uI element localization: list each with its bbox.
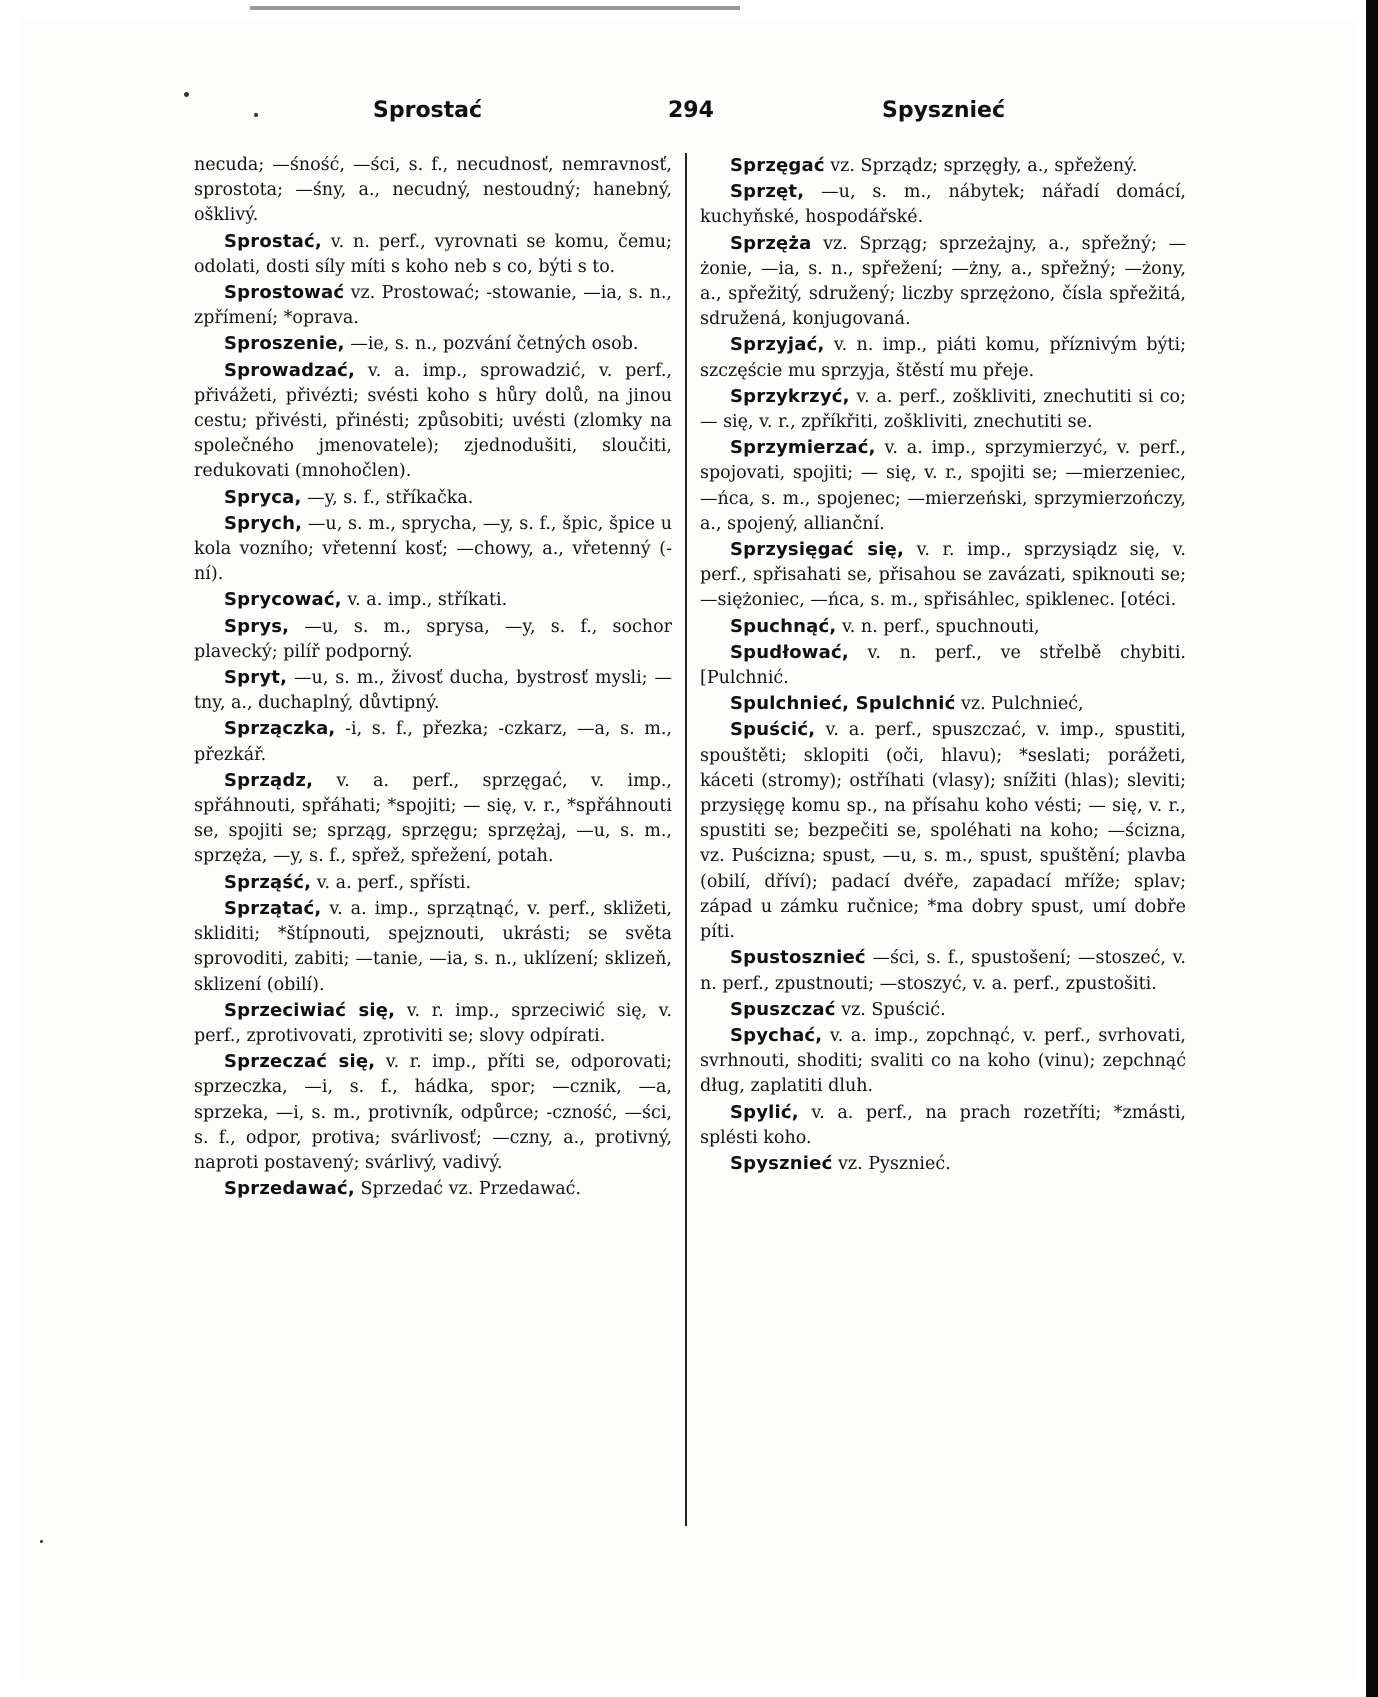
headword: Sprzymierzać,: [730, 437, 876, 459]
dictionary-entry: [700, 384, 1186, 435]
definition-text: vz. Pysznieć.: [838, 1153, 951, 1174]
dictionary-entry: [194, 614, 672, 665]
definition-text: v. a. imp., stříkati.: [347, 590, 508, 611]
headword: Spulchnieć, Spulchnić: [730, 693, 956, 715]
dictionary-entry: [194, 870, 672, 896]
definition-text: —u, s. m., sprysa, —y, s. f., sochor plavecký; pilíř podporný.: [194, 616, 672, 662]
dictionary-entry: [700, 537, 1186, 614]
dictionary-entry: [700, 1151, 1186, 1177]
definition-text: vz. Pulchnieć,: [961, 694, 1084, 715]
headword: Sprząść,: [224, 871, 312, 893]
headword: Spuchnąć,: [730, 615, 837, 637]
right-guide-word: Spysznieć: [882, 98, 1005, 123]
headword: Sprowadzać,: [224, 359, 356, 381]
dictionary-entry: [700, 691, 1186, 717]
dictionary-entry: [194, 716, 672, 767]
definition-text: vz. Spuścić.: [841, 999, 946, 1020]
headword: Sprzedawać,: [224, 1178, 355, 1200]
definition-text: v. n. perf., ve střelbě chybiti. [Pulchnić.: [700, 642, 1186, 689]
scan-border: [1366, 0, 1378, 1697]
right-column: [700, 153, 1186, 1177]
definition-text: v. n. perf., spuchnouti,: [842, 616, 1040, 637]
page-number: 294: [668, 98, 714, 123]
headword: Sprych,: [224, 512, 303, 534]
headword: Sprzeczać się,: [224, 1051, 376, 1073]
definition-text: Sprzedać vz. Przedawać.: [360, 1179, 582, 1200]
dictionary-entry: [194, 229, 672, 280]
scan-artifact-line: [250, 6, 740, 10]
definition-text: v. a. imp., sprzątnąć, v. perf., skliz̆eti, skliditi; *štípnouti, spejznouti, ukrásti; se světa sprovoditi, zabiti; —tanie, —ia, s. n., uklízení; sklizeň, sklizení (obilí).: [194, 898, 672, 995]
headword: Sprzęża: [730, 232, 812, 254]
definition-text: v. r. imp., příti se, odporovati; sprzeczka, —i, s. f., hádka, spor; —cznik, —a, sprzeka, —i, s. m., protivník, odpůrce; -czność, —ści, s. f., odpor, protiva; svárlivosť; —czny, a., protivný, naproti postavený; svárlivý, vadivý.: [194, 1052, 672, 1173]
definition-text: v. a. perf., na prach rozetříti; *zmásti, splésti koho.: [700, 1102, 1186, 1148]
dictionary-entry: [194, 153, 672, 229]
dictionary-entry: [700, 332, 1186, 383]
scan-speck: [40, 1540, 43, 1543]
dictionary-entry: [194, 331, 672, 357]
headword: Sprys,: [224, 615, 290, 637]
dictionary-entry: [194, 280, 672, 331]
headword: Sprzysięgać się,: [730, 539, 905, 561]
dictionary-entry: [194, 1049, 672, 1176]
headword: Sprządz,: [224, 769, 314, 791]
headword: Spudłować,: [730, 641, 849, 663]
definition-text: v. r. imp., sprzysiądz się, v. perf., spřisahati se, přisahou se zavázati, spiknouti se; —siężoniec, —ńca, s. m., spřisáhlec, spiklenec. [otéci.: [700, 540, 1186, 611]
headword: Spryca,: [224, 486, 302, 508]
dictionary-entry: [700, 614, 1186, 640]
headword: Spylić,: [730, 1101, 799, 1123]
headword: Sprzyjać,: [730, 334, 825, 356]
dictionary-entry: [700, 997, 1186, 1023]
definition-text: vz. Prostować; -stowanie, —ia, s. n., zpřímení; *oprava.: [194, 283, 672, 329]
definition-text: v. a. imp., sprzymierzyć, v. perf., spojovati, spojiti; — się, v. r., spojiti se; —mierzeniec, —ńca, s. m., spojenec; —mierzeński, sprzymierzończy, a., spojený, allianční.: [700, 438, 1186, 534]
definition-text: -i, s. f., přezka; -czkarz, —a, s. m., přezkář.: [194, 719, 672, 765]
headword: Spryt,: [224, 667, 288, 689]
dictionary-entry: [194, 665, 672, 716]
definition-text: —u, s. m., nábytek; nářadí domácí, kuchyňské, hospodářské.: [700, 182, 1186, 228]
definition-text: —y, s. f., stříkačka.: [307, 487, 474, 508]
scan-speck: [184, 92, 189, 97]
dictionary-entry: [194, 485, 672, 511]
dictionary-entry: [700, 1023, 1186, 1100]
headword: Sprzykrzyć,: [730, 385, 850, 407]
dictionary-entry: [700, 231, 1186, 333]
dictionary-entry: [194, 358, 672, 485]
definition-text: necuda; —śność, —ści, s. f., necudnosť, nemravnosť, sprostota; —śny, a., necudný, nestoudný; hanebný, ošklivý.: [194, 155, 672, 226]
headword: Spuścić,: [730, 719, 816, 741]
definition-text: v. a. perf., sprzęgać, v. imp., spřáhnouti, spřáhati; *spojiti; — się, v. r., *spřáhnouti se, spojiti se; sprząg, sprzęgu; sprzężaj, —u, s. m., sprzęża, —y, s. f., spřež, spřežení, potah.: [194, 770, 672, 867]
dictionary-entry: [194, 1176, 672, 1202]
dictionary-entry: [700, 435, 1186, 537]
definition-text: v. a. perf., spuszczać, v. imp., spustiti, spouštěti; sklopiti (oči, hlavu); *seslati; porážeti, káceti (stromy); ostříhati (vlasy); sníž̆iti (hlas); sleviti; przysięgę komu sp., na přísahu koho vésti; — się, v. r., spustiti se; bezpečiti se, spoléhati na koho; —ścizna, vz. Puścizna; spust, —u, s. m., spust, spuštění; plavba (obilí, dříví); padací dvéře, zapadací mříže; splav; západ u zámku ručnice; *ma dobry spust, umí dobře píti.: [700, 720, 1186, 943]
dictionary-entry: [194, 768, 672, 870]
definition-text: vz. Sprząg; sprzeżajny, a., spřežný; —żonie, —ia, s. n., spřežení; —żny, a., spřežný; —żony, a., spřežitý, sdružený; liczby sprzężono, čísla spřežitá, sdružená, konjugovaná.: [700, 233, 1186, 330]
headword: Sprzączka,: [224, 718, 336, 740]
definition-text: v. r. imp., sprzeciwić się, v. perf., zprotivovati, zprotiviti se; slovy odpírati.: [194, 1000, 672, 1046]
headword: Sproszenie,: [224, 333, 345, 355]
dictionary-entry: [700, 945, 1186, 996]
headword: Sprzątać,: [224, 897, 322, 919]
page-header: [180, 98, 1180, 132]
definition-text: v. a. perf., spřísti.: [316, 872, 472, 893]
headword: Sprzeciwiać się,: [224, 999, 396, 1021]
definition-text: v. a. imp., zopchnąć, v. perf., svrhovati, svrhnouti, shoditi; svaliti co na koho (vinu); zepchnąć dług, zaplatiti dluh.: [700, 1025, 1186, 1097]
headword: Sprzęt,: [730, 181, 805, 203]
headword: Spychać,: [730, 1024, 823, 1046]
column-divider: [685, 153, 687, 1526]
left-guide-word: Sprostać: [373, 98, 483, 123]
headword: Sprostować: [224, 282, 345, 304]
definition-text: v. n. imp., piáti komu, příznivým býti; szczęście mu sprzyja, štěstí mu přeje.: [700, 335, 1186, 381]
scan-speck: [254, 113, 258, 117]
dictionary-entry: [194, 511, 672, 588]
headword: Spustosznieć: [730, 947, 866, 969]
headword: Spysznieć: [730, 1152, 833, 1174]
dictionary-entry: [700, 1100, 1186, 1151]
headword: Sprostać,: [224, 230, 322, 252]
dictionary-entry: [194, 587, 672, 613]
dictionary-entry: [194, 896, 672, 998]
definition-text: v. n. perf., vyrovnati se komu, čemu; odolati, dosti síly míti s koho neb s co, býti s to.: [194, 231, 672, 277]
definition-text: v. a. perf., zoškliviti, znechutiti si co; — się, v. r., zpříkřiti, zoškliviti, znechutiti se.: [700, 386, 1186, 433]
left-column: [194, 153, 672, 1202]
dictionary-entry: [700, 717, 1186, 945]
headword: Sprycować,: [224, 589, 342, 611]
definition-text: —ie, s. n., pozvání četných osob.: [350, 334, 639, 355]
definition-text: —ści, s. f., spustošení; —stoszeć, v. n. perf., zpustnouti; —stoszyć, v. a. perf., zpustošiti.: [700, 948, 1186, 994]
dictionary-entry: [194, 998, 672, 1049]
dictionary-entry: [700, 153, 1186, 179]
headword: Spuszczać: [730, 998, 836, 1020]
dictionary-entry: [700, 179, 1186, 230]
headword: Sprzęgać: [730, 155, 825, 176]
definition-text: —u, s. m., živosť ducha, bystrosť mysli; —tny, a., duchaplný, důvtipný.: [194, 668, 672, 714]
definition-text: —u, s. m., sprycha, —y, s. f., špic, špice u kola vozního; vřetenní kosť; —chowy, a., vřetenný (-ní).: [194, 513, 672, 585]
dictionary-entry: [700, 640, 1186, 691]
definition-text: vz. Sprządz; sprzęgły, a., spřežený.: [830, 156, 1138, 176]
definition-text: v. a. imp., sprowadzić, v. perf., přivážeti, přivézti; svésti koho s hůry dolů, na jinou cestu; přivésti, přinésti; způsobiti; uvésti (zlomky na společného jmenovatele); zjednodušiti, sloučiti, redukovati (mnohočlen).: [194, 360, 672, 482]
